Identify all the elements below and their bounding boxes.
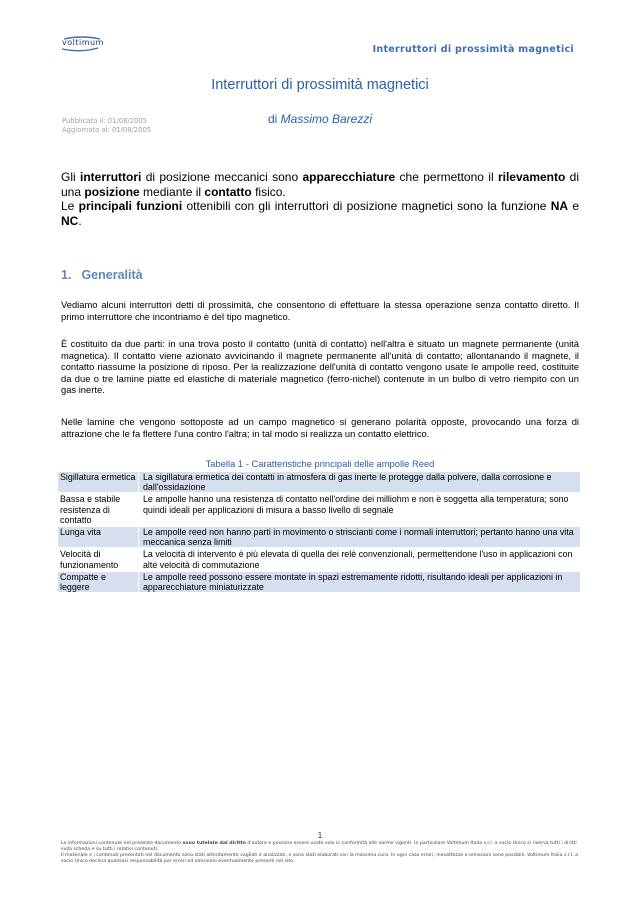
footer-disclaimer: Il materiale e i contenuti presentati nel documento sono stati attentamente vagliati e analizzati, e sono stati elaborati con la massima cura. In ogni caso errori, inesattezze e omissioni sono possibili. Voltimum Italia s.r.l. a socio Unico declina qualsiasi responsabilità per errori ed omissioni eventualmente presenti nel sito. bbox=[61, 853, 579, 864]
text-run: . bbox=[78, 213, 82, 228]
body-paragraph: Nelle lamine che vengono sottoposte ad un campo magnetico si generano polarità opposte, provocando una forza di attrazione che le fa flettere l'una contro l'altra; in tal modo si realizza un contatto elettrico. bbox=[61, 416, 579, 439]
footer-text: Le informazioni contenute nel presente documento bbox=[61, 841, 183, 846]
table-row bbox=[58, 549, 580, 569]
author-line bbox=[0, 112, 640, 126]
text-run: fisico. bbox=[251, 184, 286, 199]
emphasized-text: principali funzioni bbox=[78, 199, 183, 213]
row-value: Le ampolle hanno una resistenza di contatto nell'ordine dei milliohm e non è soggetta alla temperatura; sono quindi ideali per applicazioni di misura a basso livello di segnale bbox=[143, 494, 569, 515]
text-run: mediante il bbox=[139, 184, 205, 199]
row-value: Le ampolle reed possono essere montate in spazi estremamente ridotti, risultando ideali per applicazioni in apparecchiature miniaturizzate bbox=[139, 572, 580, 592]
reed-characteristics-table bbox=[58, 470, 580, 594]
text-run: ottenibili con gli interruttori di posizione magnetici sono la funzione bbox=[182, 199, 551, 213]
table-row bbox=[58, 494, 580, 525]
author-name: Massimo Barezzi bbox=[280, 112, 373, 126]
updated-date: Aggiornato al: 01/08/2005 bbox=[62, 125, 152, 134]
row-key: Bassa e stabile resistenza di contatto bbox=[60, 494, 121, 525]
intro-paragraph-2 bbox=[61, 199, 579, 228]
text-run: di una bbox=[61, 170, 579, 199]
footer-copyright bbox=[61, 841, 581, 853]
running-header-title: Interruttori di prossimità magnetici bbox=[372, 44, 574, 55]
text-run: e bbox=[568, 199, 580, 213]
voltimum-logo bbox=[60, 36, 104, 52]
table-row bbox=[58, 527, 580, 547]
body-paragraph: Vediamo alcuni interruttori detti di prossimità, che consentono di effettuare la stessa operazione senza contatto diretto. Il primo interruttore che incontriamo è del tipo magnetico. bbox=[61, 299, 579, 322]
page-number: 1 bbox=[317, 831, 323, 840]
row-value: La velocità di intervento è più elevata di quella dei relè convenzionali, permettendone l'uso in applicazioni con alte velocità di commutazione bbox=[143, 549, 573, 570]
intro-paragraph-1 bbox=[61, 170, 579, 199]
footer-bold-text: sono tutelate dal diritto bbox=[182, 841, 246, 846]
emphasized-text: apparecchiature bbox=[302, 170, 396, 184]
row-key: Lunga vita bbox=[58, 527, 139, 547]
text-run: Gli bbox=[61, 170, 81, 184]
text-run: Le bbox=[61, 199, 79, 213]
emphasized-text: rilevamento bbox=[497, 170, 566, 184]
table-row bbox=[58, 572, 580, 592]
intro-text bbox=[61, 170, 579, 228]
emphasized-text: NC bbox=[61, 213, 79, 228]
section-heading-generalita bbox=[61, 268, 143, 282]
table-row bbox=[58, 472, 580, 492]
text-run: che permettono il bbox=[395, 170, 498, 184]
row-key: Compatte e leggere bbox=[58, 572, 139, 592]
body-paragraph: È costituito da due parti: in una trova posto il contatto (unità di contatto) nell'altra è situato un magnete permanente (unità magnetica). Il contatto viene azionato avvicinando il magnete permanente all'unità di contatto; allontanando il magnete, il contatto riassume la posizione di riposo. Per la realizzazione dell'unità di contatto vengono usate le ampolle reed, costituite da due o tre lamine piatte ed elastiche di materiale magnetico (ferro-nichel) contenute in un bulbo di vetro riempito con un gas inerte. bbox=[61, 338, 579, 396]
emphasized-text: contatto bbox=[204, 184, 252, 199]
document-title: Interruttori di prossimità magnetici bbox=[211, 77, 429, 93]
logo-text: voltimum bbox=[62, 38, 104, 47]
row-key: Sigillatura ermetica bbox=[58, 472, 139, 492]
published-date: Pubblicato il: 01/08/2005 bbox=[62, 117, 147, 125]
emphasized-text: posizione bbox=[84, 184, 140, 199]
emphasized-text: NA bbox=[550, 199, 569, 213]
emphasized-text: interruttori bbox=[80, 170, 142, 184]
author-prefix: di bbox=[267, 112, 278, 126]
row-value: La sigillatura ermetica dei contatti in atmosfera di gas inerte le protegge dalla polvere, dalla corrosione e dall'ossidazione bbox=[139, 472, 580, 492]
footer-text: d'autore e possono essere usate solo in conformità alle norme vigenti. In particolare Voltimum Italia s.r.l. a socio Unico si riserva tutti i diritti sulla scheda e su tutti i relativi contenuti. bbox=[61, 841, 577, 852]
row-value: Le ampolle reed non hanno parti in movimento o striscianti come i normali interruttori; pertanto hanno una vita meccanica senza limiti bbox=[139, 527, 580, 547]
section-title: Generalità bbox=[81, 268, 143, 282]
row-key: Velocità di funzionamento bbox=[60, 549, 119, 570]
legal-footer bbox=[61, 841, 581, 865]
section-number: 1. bbox=[61, 268, 72, 282]
text-run: di posizione meccanici sono bbox=[141, 170, 303, 184]
table-caption: Tabella 1 - Caratteristiche principali delle ampolle Reed bbox=[205, 458, 435, 469]
